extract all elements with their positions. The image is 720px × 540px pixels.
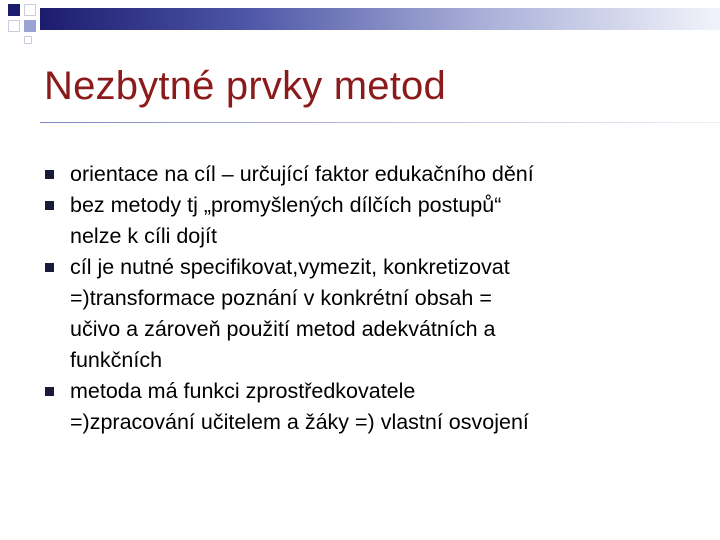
- bullet-item: [45, 252, 695, 376]
- square-bullet-icon: [45, 387, 54, 396]
- bullet-item: [45, 159, 695, 190]
- decorative-square: [8, 4, 20, 16]
- bullet-list: [45, 159, 695, 438]
- bullet-text-line: nelze k cíli dojít: [70, 224, 217, 248]
- bullet-text-line: bez metody tj „promyšlených dílčích postupů“: [70, 193, 502, 217]
- bullet-text-line: cíl je nutné specifikovat,vymezit, konkretizovat: [70, 255, 510, 279]
- decorative-square: [24, 4, 36, 16]
- decorative-square: [24, 20, 36, 32]
- bullet-text-line: funkčních: [70, 348, 163, 372]
- bullet-text-line: orientace na cíl – určující faktor edukačního dění: [70, 162, 534, 186]
- bullet-item: [45, 190, 695, 252]
- header-gradient-bar: [40, 8, 720, 30]
- bullet-text-line: =)transformace poznání v konkrétní obsah =: [70, 286, 492, 310]
- bullet-item: [45, 376, 695, 438]
- bullet-text-line: metoda má funkci zprostředkovatele: [70, 379, 416, 403]
- title-divider: [40, 122, 720, 123]
- slide-title: Nezbytné prvky metod: [44, 64, 446, 108]
- bullet-text-line: učivo a zároveň použití metod adekvátních a: [70, 317, 496, 341]
- square-bullet-icon: [45, 263, 54, 272]
- bullet-text-line: =)zpracování učitelem a žáky =) vlastní osvojení: [70, 410, 529, 434]
- decorative-square: [8, 20, 20, 32]
- square-bullet-icon: [45, 170, 54, 179]
- square-bullet-icon: [45, 201, 54, 210]
- decorative-square: [24, 36, 32, 44]
